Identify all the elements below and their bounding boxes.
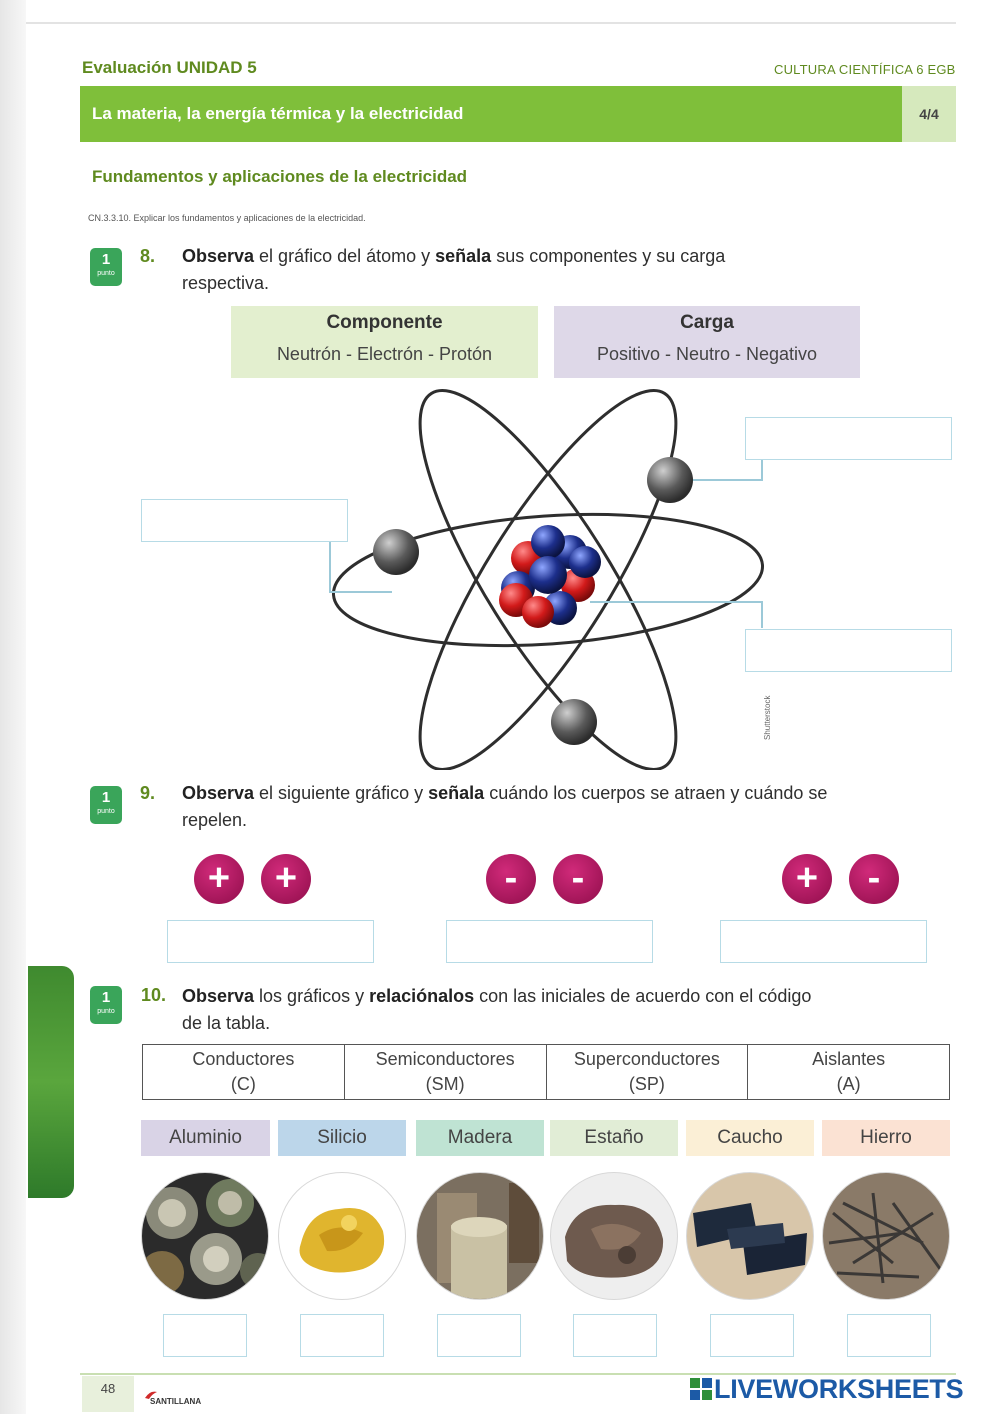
answer-box-caucho[interactable] — [710, 1314, 794, 1357]
code-cell — [748, 1045, 950, 1100]
code-initials: (A) — [836, 1074, 861, 1094]
charge-legend-title: Carga — [680, 312, 734, 333]
page-fraction: 4/4 — [902, 86, 956, 142]
page-number: 48 — [82, 1376, 134, 1412]
material-label-silicio: Silicio — [278, 1120, 406, 1156]
code-cell — [546, 1045, 748, 1100]
question-text — [182, 983, 822, 1037]
code-initials: (SP) — [628, 1074, 665, 1094]
badge-number: 1 — [101, 989, 111, 1006]
question-text — [182, 780, 862, 834]
charge-negative-icon: - — [849, 854, 899, 904]
points-badge — [90, 248, 122, 286]
verb-observe: Observa — [182, 246, 255, 266]
evaluation-title: Evaluación UNIDAD 5 — [82, 58, 257, 77]
question-number: 8. — [140, 246, 156, 266]
badge-label: punto — [97, 270, 115, 277]
badge-label: punto — [97, 808, 115, 815]
charge-legend — [554, 306, 860, 378]
badge-label: punto — [97, 1008, 115, 1015]
publisher-name: SANTILLANA — [150, 1397, 202, 1406]
code-cell — [143, 1045, 345, 1100]
charge-positive-icon: + — [261, 854, 311, 904]
electron — [373, 529, 419, 575]
liveworksheets-logo — [690, 1374, 963, 1405]
verb-point: señala — [428, 783, 485, 803]
photo-iron-nails — [822, 1172, 950, 1300]
verb-point: señala — [435, 246, 492, 266]
points-badge — [90, 986, 122, 1024]
answer-box-madera[interactable] — [437, 1314, 521, 1357]
page-edge — [0, 0, 26, 1414]
badge-number: 1 — [101, 789, 111, 806]
text-part: sus componentes y su carga respectiva. — [182, 246, 726, 293]
answer-box-left-electron[interactable] — [141, 499, 348, 542]
publisher-logo-icon — [144, 1387, 158, 1397]
answer-box-top-right[interactable] — [745, 417, 952, 460]
text-part: el gráfico del átomo y — [254, 246, 436, 266]
electron — [647, 457, 693, 503]
photo-aluminum-cans — [141, 1172, 269, 1300]
answer-box-hierro[interactable] — [847, 1314, 931, 1357]
verb-observe: Observa — [182, 783, 255, 803]
answer-box-pair-2[interactable] — [446, 920, 653, 963]
verb-observe: Observa — [182, 986, 255, 1006]
component-legend-values: Neutrón - Electrón - Protón — [276, 344, 493, 364]
unit-title: La materia, la energía térmica y la electricidad — [92, 104, 464, 123]
answer-box-aluminio[interactable] — [163, 1314, 247, 1357]
connector-top-right — [690, 458, 762, 480]
answer-box-estano[interactable] — [573, 1314, 657, 1357]
image-credit: Shutterstock — [763, 695, 772, 740]
code-name: Semiconductores — [375, 1049, 515, 1069]
photo-wood-pieces — [416, 1172, 544, 1300]
verb-relate: relaciónalos — [369, 986, 475, 1006]
component-legend — [231, 306, 538, 378]
photo-tin-ore — [550, 1172, 678, 1300]
electron — [551, 699, 597, 745]
material-label-aluminio: Aluminio — [141, 1120, 270, 1156]
material-label-madera: Madera — [416, 1120, 544, 1156]
answer-box-silicio[interactable] — [300, 1314, 384, 1357]
charge-negative-icon: - — [553, 854, 603, 904]
text-part: el siguiente gráfico y — [254, 783, 429, 803]
answer-box-pair-3[interactable] — [720, 920, 927, 963]
material-label-hierro: Hierro — [822, 1120, 950, 1156]
answer-box-pair-1[interactable] — [167, 920, 374, 963]
photo-silicon-rock — [278, 1172, 406, 1300]
text-part: cuándo los cuerpos se atraen y cuándo se repelen. — [182, 783, 828, 830]
text-part: con las iniciales de acuerdo con el código de la tabla. — [182, 986, 812, 1033]
code-name: Aislantes — [812, 1049, 886, 1069]
charge-positive-icon: + — [194, 854, 244, 904]
charge-legend-values: Positivo - Neutro - Negativo — [596, 344, 818, 364]
question-number: 9. — [140, 783, 156, 803]
code-name: Superconductores — [573, 1049, 720, 1069]
leaves-decoration — [28, 966, 74, 1198]
top-rule — [26, 22, 956, 24]
code-cell — [344, 1045, 546, 1100]
code-table — [142, 1044, 950, 1100]
text-part: los gráficos y — [254, 986, 370, 1006]
charge-positive-icon: + — [782, 854, 832, 904]
answer-box-nucleus[interactable] — [745, 629, 952, 672]
material-label-caucho: Caucho — [686, 1120, 814, 1156]
subject-label: CULTURA CIENTÍFICA 6 EGB — [774, 62, 956, 77]
badge-number: 1 — [101, 251, 111, 268]
liveworksheets-text: LIVEWORKSHEETS — [714, 1374, 964, 1404]
criterion-text: CN.3.3.10. Explicar los fundamentos y aplicaciones de la electricidad. — [88, 213, 366, 223]
points-badge — [90, 786, 122, 824]
component-legend-title: Componente — [326, 312, 443, 333]
section-title: Fundamentos y aplicaciones de la electricidad — [92, 167, 468, 186]
nucleus — [499, 525, 601, 628]
photo-rubber-strips — [686, 1172, 814, 1300]
question-text — [182, 243, 742, 297]
code-initials: (SM) — [425, 1074, 465, 1094]
material-label-estano: Estaño — [550, 1120, 678, 1156]
charge-negative-icon: - — [486, 854, 536, 904]
question-number: 10. — [141, 985, 167, 1005]
code-name: Conductores — [192, 1049, 295, 1069]
code-initials: (C) — [230, 1074, 256, 1094]
liveworksheets-icon — [690, 1376, 712, 1398]
